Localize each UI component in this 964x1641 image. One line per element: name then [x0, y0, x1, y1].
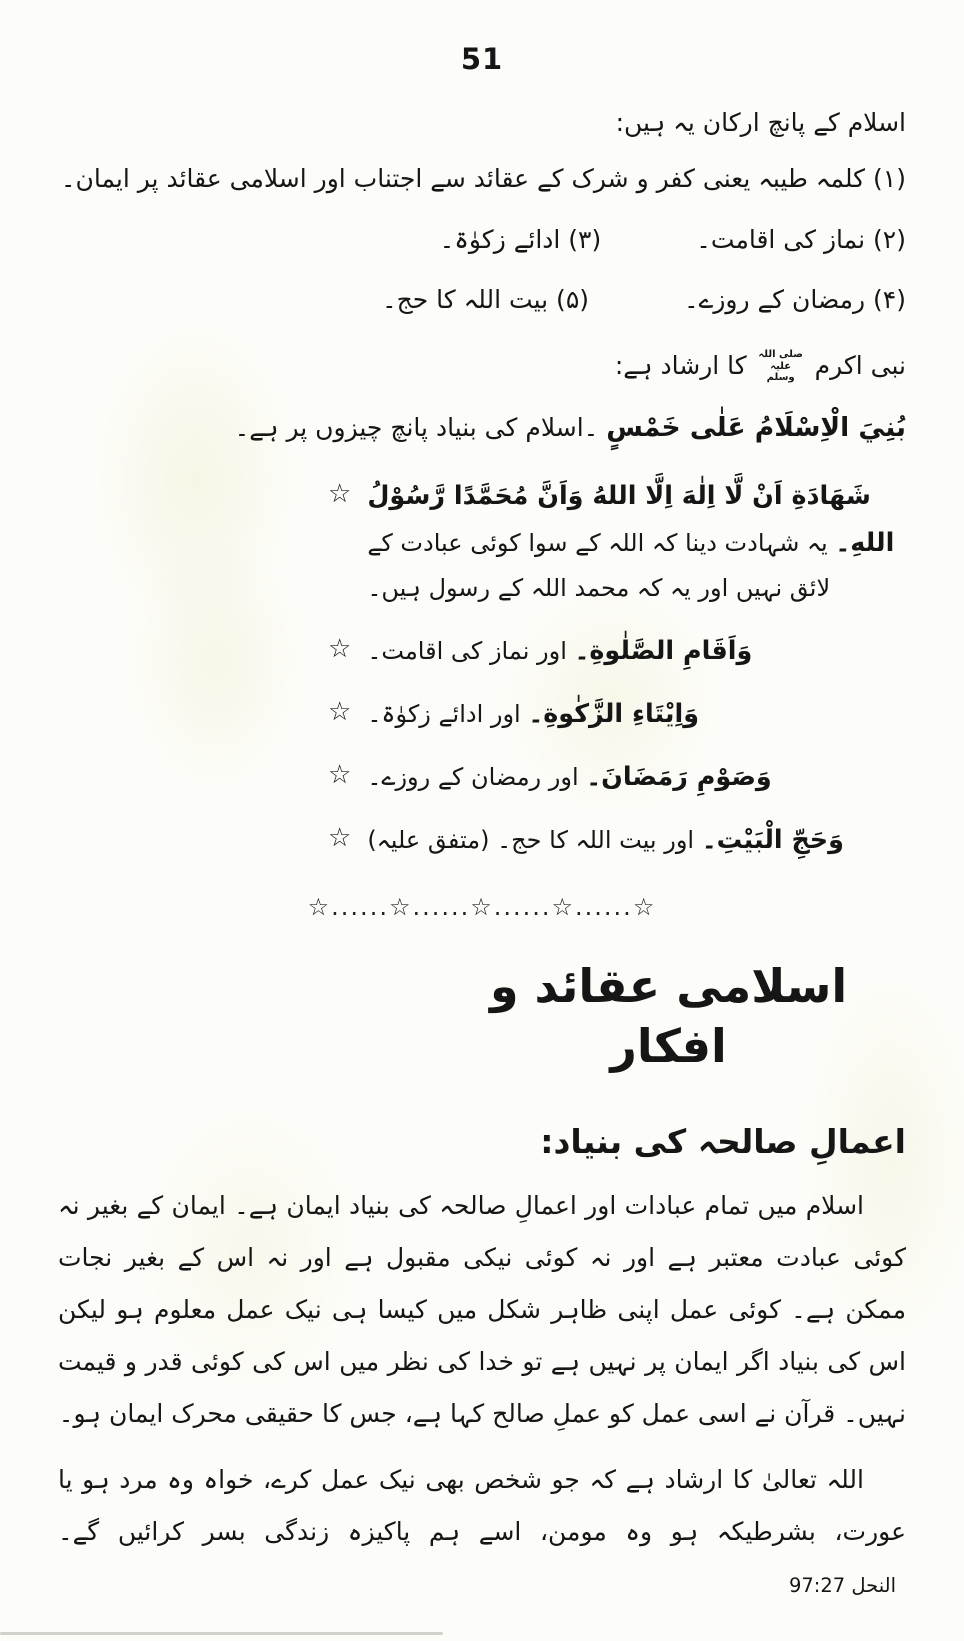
- body-paragraph-1: اسلام میں تمام عبادات اور اعمالِ صالحہ کی بنیاد ایمان ہے۔ ایمان کے بغیر نہ کوئی عبادت معتبر ہے اور نہ کوئی نیکی مقبول ہے اور نہ اس کے بغیر نجات ممکن ہے۔ کوئی عمل اپنی ظاہر شکل میں کیسا ہی نیک عمل معلوم ہو لیکن اس کی بنیاد اگر ایمان پر نہیں ہے تو خدا کی نظر میں اس کی کوئی قدر و قیمت نہیں۔ قرآن نے اسی عمل کو عملِ صالح کہا ہے، جس کا حقیقی محرک ایمان ہو۔: [58, 1191, 906, 1429]
- star-bullet-icon: ☆: [328, 759, 352, 790]
- sallallahu-mark: صلی اللہ علیہ وسلم: [758, 349, 803, 383]
- page-content: [58, 100, 906, 1610]
- hadith-item-translation: اور رمضان کے روزے۔: [367, 762, 579, 791]
- hadith-item-translation: اور نماز کی اقامت۔: [367, 636, 567, 665]
- pillar-row-2-3: [58, 217, 906, 263]
- hadith-item-shahadah: [328, 472, 906, 610]
- hadith-item-arabic: وَصَوْمِ رَمَضَانَ۔: [586, 760, 772, 791]
- hadith-item-arabic: وَاَقَامِ الصَّلٰوةِ۔: [574, 634, 753, 665]
- section-heading: اسلامی عقائد و افکار: [489, 958, 848, 1073]
- body-paragraph-2: [58, 1454, 906, 1610]
- pillar-item-1: (۱) کلمہ طیبہ یعنی کفر و شرک کے عقائد سے اجتناب اور اسلامی عقائد پر ایمان۔: [60, 164, 906, 194]
- star-divider: ☆......☆......☆......☆......☆: [307, 892, 657, 921]
- pillar-row-4-5: [58, 277, 906, 323]
- hadith-item-text: [367, 753, 906, 800]
- hadith-intro-line: [58, 343, 906, 389]
- hadith-item-text: [367, 472, 906, 610]
- hadith-main-line: [58, 403, 906, 452]
- star-bullet-icon: ☆: [328, 479, 352, 510]
- hadith-item-arabic: وَاِيْتَاءِ الزَّكٰوةِ۔: [528, 697, 700, 728]
- hadith-item-zakah: [328, 690, 906, 737]
- hadith-item-hajj: [328, 816, 906, 863]
- hadith-item-text: [367, 816, 906, 863]
- pillar-item-2: (۲) نماز کی اقامت۔: [696, 224, 906, 254]
- page-number: 51: [460, 42, 504, 76]
- star-bullet-icon: ☆: [328, 696, 352, 727]
- hadith-item-text: [367, 627, 906, 674]
- hadith-main-arabic: بُنِيَ الْاِسْلَامُ عَلٰى خَمْسٍ: [606, 412, 906, 444]
- subsection-heading: اعمالِ صالحہ کی بنیاد:: [540, 1121, 906, 1161]
- hadith-item-translation: یہ شہادت دینا کہ اللہ کے سوا کوئی عبادت کے لائق نہیں اور یہ کہ محمد اللہ کے رسول ہیں۔: [367, 529, 831, 603]
- star-bullet-icon: ☆: [328, 822, 352, 853]
- hadith-item-text: [367, 690, 906, 737]
- hadith-item-translation: اور ادائے زکوٰۃ۔: [367, 699, 521, 728]
- hadith-main-translation: ۔اسلام کی بنیاد پانچ چیزوں پر ہے۔: [234, 413, 599, 443]
- hadith-item-translation: اور بیت اللہ کا حج۔ (متفق علیہ): [367, 825, 695, 854]
- pillar-item-4: (۴) رمضان کے روزے۔: [684, 284, 906, 314]
- hadith-item-salah: [328, 627, 906, 674]
- hadith-item-sawm: [328, 753, 906, 800]
- pillar-item-3: (۳) ادائے زکوٰۃ۔: [439, 224, 602, 254]
- hadith-intro-suffix: کا ارشاد ہے:: [614, 351, 747, 380]
- pillar-item-5: (۵) بیت اللہ کا حج۔: [381, 284, 590, 314]
- hadith-intro-prefix: نبی اکرم: [814, 351, 906, 380]
- body-paragraph-2-text: اللہ تعالیٰ کا ارشاد ہے کہ جو شخص بھی نیک عمل کرے، خواہ وہ مرد ہو یا عورت، بشرطیکہ ہو وہ مومن، اسے ہم پاکیزہ زندگی بسر کرائیں گے۔: [58, 1465, 906, 1547]
- hadith-item-arabic: وَحَجِّ الْبَيْتِ۔: [701, 823, 844, 854]
- star-bullet-icon: ☆: [328, 633, 352, 664]
- hadith-item-arabic: شَهَادَةِ اَنْ لَّا اِلٰهَ اِلَّا اللهُ وَاَنَّ مُحَمَّدًا رَّسُوْلُ اللهِ۔: [367, 480, 895, 558]
- verse-citation: النحل 97:27: [788, 1574, 896, 1598]
- hadith-list: [58, 472, 906, 863]
- pillars-intro-line: اسلام کے پانچ ارکان یہ ہیں:: [615, 108, 906, 137]
